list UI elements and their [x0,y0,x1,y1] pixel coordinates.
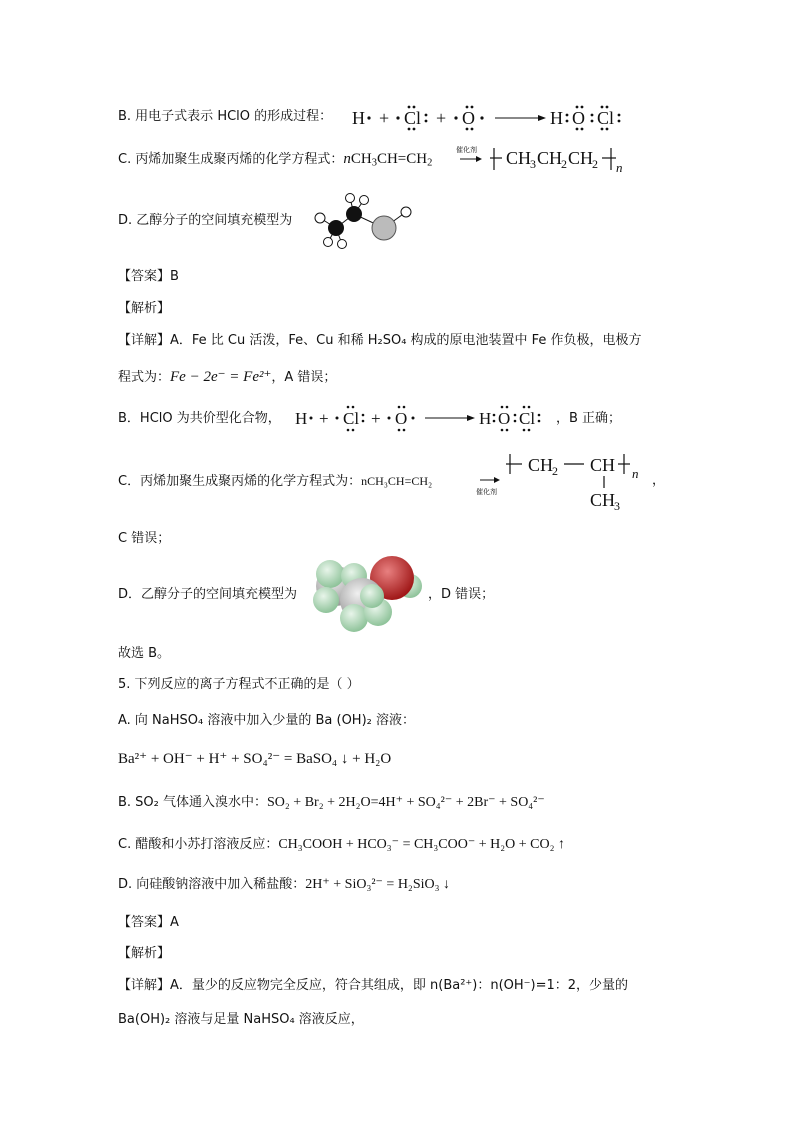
svg-text:CH: CH [537,148,563,168]
svg-text:CH: CH [506,148,532,168]
detail-b-line [118,410,281,428]
detail-c-arrow-icon [474,474,504,486]
svg-text:+: + [371,409,381,428]
q5-option-c-label: C. 醋酸和小苏打溶液反应： [118,837,279,852]
q5-option-c-equation: CH₃COOH + HCO₃⁻ = CH₃COO⁻ + H₂O + CO₂ ↑ [278,837,565,852]
option-c-line: C. 丙烯加聚生成聚丙烯的化学方程式：$nCH_3CH=CH_2$ [118,151,433,169]
option-c-arrow [454,145,484,167]
detail-5-line-2: Ba(OH)₂ 溶液与足量 NaHSO₄ 溶液反应， [118,1012,364,1027]
detail-c-comma: ， [652,473,666,488]
svg-text:H: H [550,108,563,128]
ethanol-space-filling-model [310,556,430,636]
svg-text:O: O [395,409,408,428]
electron-formula-b-svg [352,104,642,132]
svg-text:+: + [379,108,390,128]
ethanol-ball-model [308,192,418,250]
analysis-2: 【解析】 [118,946,171,961]
q5-option-b [118,794,545,812]
svg-text:+: + [436,108,447,128]
q5-option-d [118,876,450,894]
detail-a-line-1: 【详解】A．Fe 比 Cu 活泼，Fe、Cu 和稀 H₂SO₄ 构成的原电池装置中 Fe 作负极，电极方 [118,333,642,348]
svg-text:H: H [295,409,308,428]
svg-text:2: 2 [561,157,567,171]
detail-c-arrow [474,474,504,498]
svg-text:Cl: Cl [597,108,615,128]
svg-text:H: H [352,108,365,128]
conclusion: 故选 B。 [118,646,171,661]
q5-option-a: A. 向 NaHSO₄ 溶液中加入少量的 Ba (OH)₂ 溶液： [118,713,416,728]
space-filling-svg [310,556,430,636]
svg-text:CH: CH [590,490,616,510]
detail-c-wrong: C 错误； [118,531,171,546]
detail-d-line [118,586,297,604]
detail-b-suffix: ，B 正确； [556,411,622,426]
detail-c-line [118,472,432,491]
question-5-title: 5. 下列反应的离子方程式不正确的是（ ） [118,677,360,692]
detail-b-electron-svg [295,404,555,434]
analysis-1: 【解析】 [118,301,171,316]
svg-text:CH: CH [568,148,594,168]
q5-option-d-equation: 2H⁺ + SiO₃²⁻ = H₂SiO₃ ↓ [305,877,450,892]
svg-text:+: + [319,409,329,428]
q5-option-c [118,836,565,854]
detail-d-suffix: ，D 错误； [428,587,495,602]
svg-text:O: O [462,108,475,128]
detail-c-polymer [506,450,656,514]
option-b-label: B. 用电子式表示 HClO 的形成过程： [118,109,333,124]
answer-1: 【答案】B [118,269,179,284]
ethanol-ball-model-svg [308,192,418,250]
q5-option-d-label: D. 向硅酸钠溶液中加入稀盐酸： [118,877,306,892]
polypropylene-chain-svg [490,142,640,176]
electron-formula-b [352,104,642,132]
detail-c-prefix: C．丙烯加聚生成聚丙烯的化学方程式为： [118,474,362,489]
option-d-label: D. 乙醇分子的空间填充模型为 [118,213,293,228]
svg-text:CH: CH [590,455,616,475]
detail-a-prefix: 程式为： [118,370,171,385]
svg-text:2: 2 [592,157,598,171]
option-c-product [490,142,640,175]
detail-c-reactant: nCH₃CH=CH₂ [361,474,433,488]
option-b-line [118,108,332,126]
detail-c-catalyst: 催化剂 [476,488,497,496]
svg-text:Cl: Cl [404,108,422,128]
svg-text:n: n [632,466,639,481]
q5-option-b-label: B. SO₂ 气体通入溴水中： [118,795,268,810]
svg-text:Cl: Cl [519,409,536,428]
detail-b-electron-formula [295,404,555,434]
svg-text:3: 3 [530,157,536,171]
svg-text:O: O [572,108,585,128]
detail-d-prefix: D．乙醇分子的空间填充模型为 [118,587,298,602]
svg-text:2: 2 [552,464,558,478]
option-c-label: C. 丙烯加聚生成聚丙烯的化学方程式： [118,152,344,167]
detail-b-prefix: B．HClO 为共价型化合物， [118,411,281,426]
option-d-line [118,212,292,230]
q5-option-a-equation: Ba²⁺ + OH⁻ + H⁺ + SO₄²⁻ = BaSO₄ ↓ + H₂O [118,751,392,767]
svg-text:H: H [479,409,492,428]
detail-5-line-1: 【详解】A．量少的反应物完全反应，符合其组成，即 n(Ba²⁺)：n(OH⁻)=1：2，少量的 [118,978,629,993]
option-c-n: n [343,151,351,167]
svg-text:Cl: Cl [343,409,360,428]
svg-text:CH: CH [528,455,554,475]
catalyst-label: 催化剂 [456,146,477,154]
svg-text:n: n [616,160,623,175]
svg-text:O: O [498,409,511,428]
detail-a-equation: Fe − 2e⁻ = Fe²⁺ [170,369,272,385]
q5-option-b-equation: SO₂ + Br₂ + 2H₂O=4H⁺ + SO₄²⁻ + 2Br⁻ + SO₄²⁻ [267,795,545,810]
detail-a-line-2 [118,368,336,387]
svg-text:3: 3 [614,499,620,513]
detail-c-polymer-svg [506,450,656,514]
arrow-icon [454,145,484,167]
detail-a-suffix: ，A 错误； [271,370,337,385]
answer-2: 【答案】A [118,915,179,930]
